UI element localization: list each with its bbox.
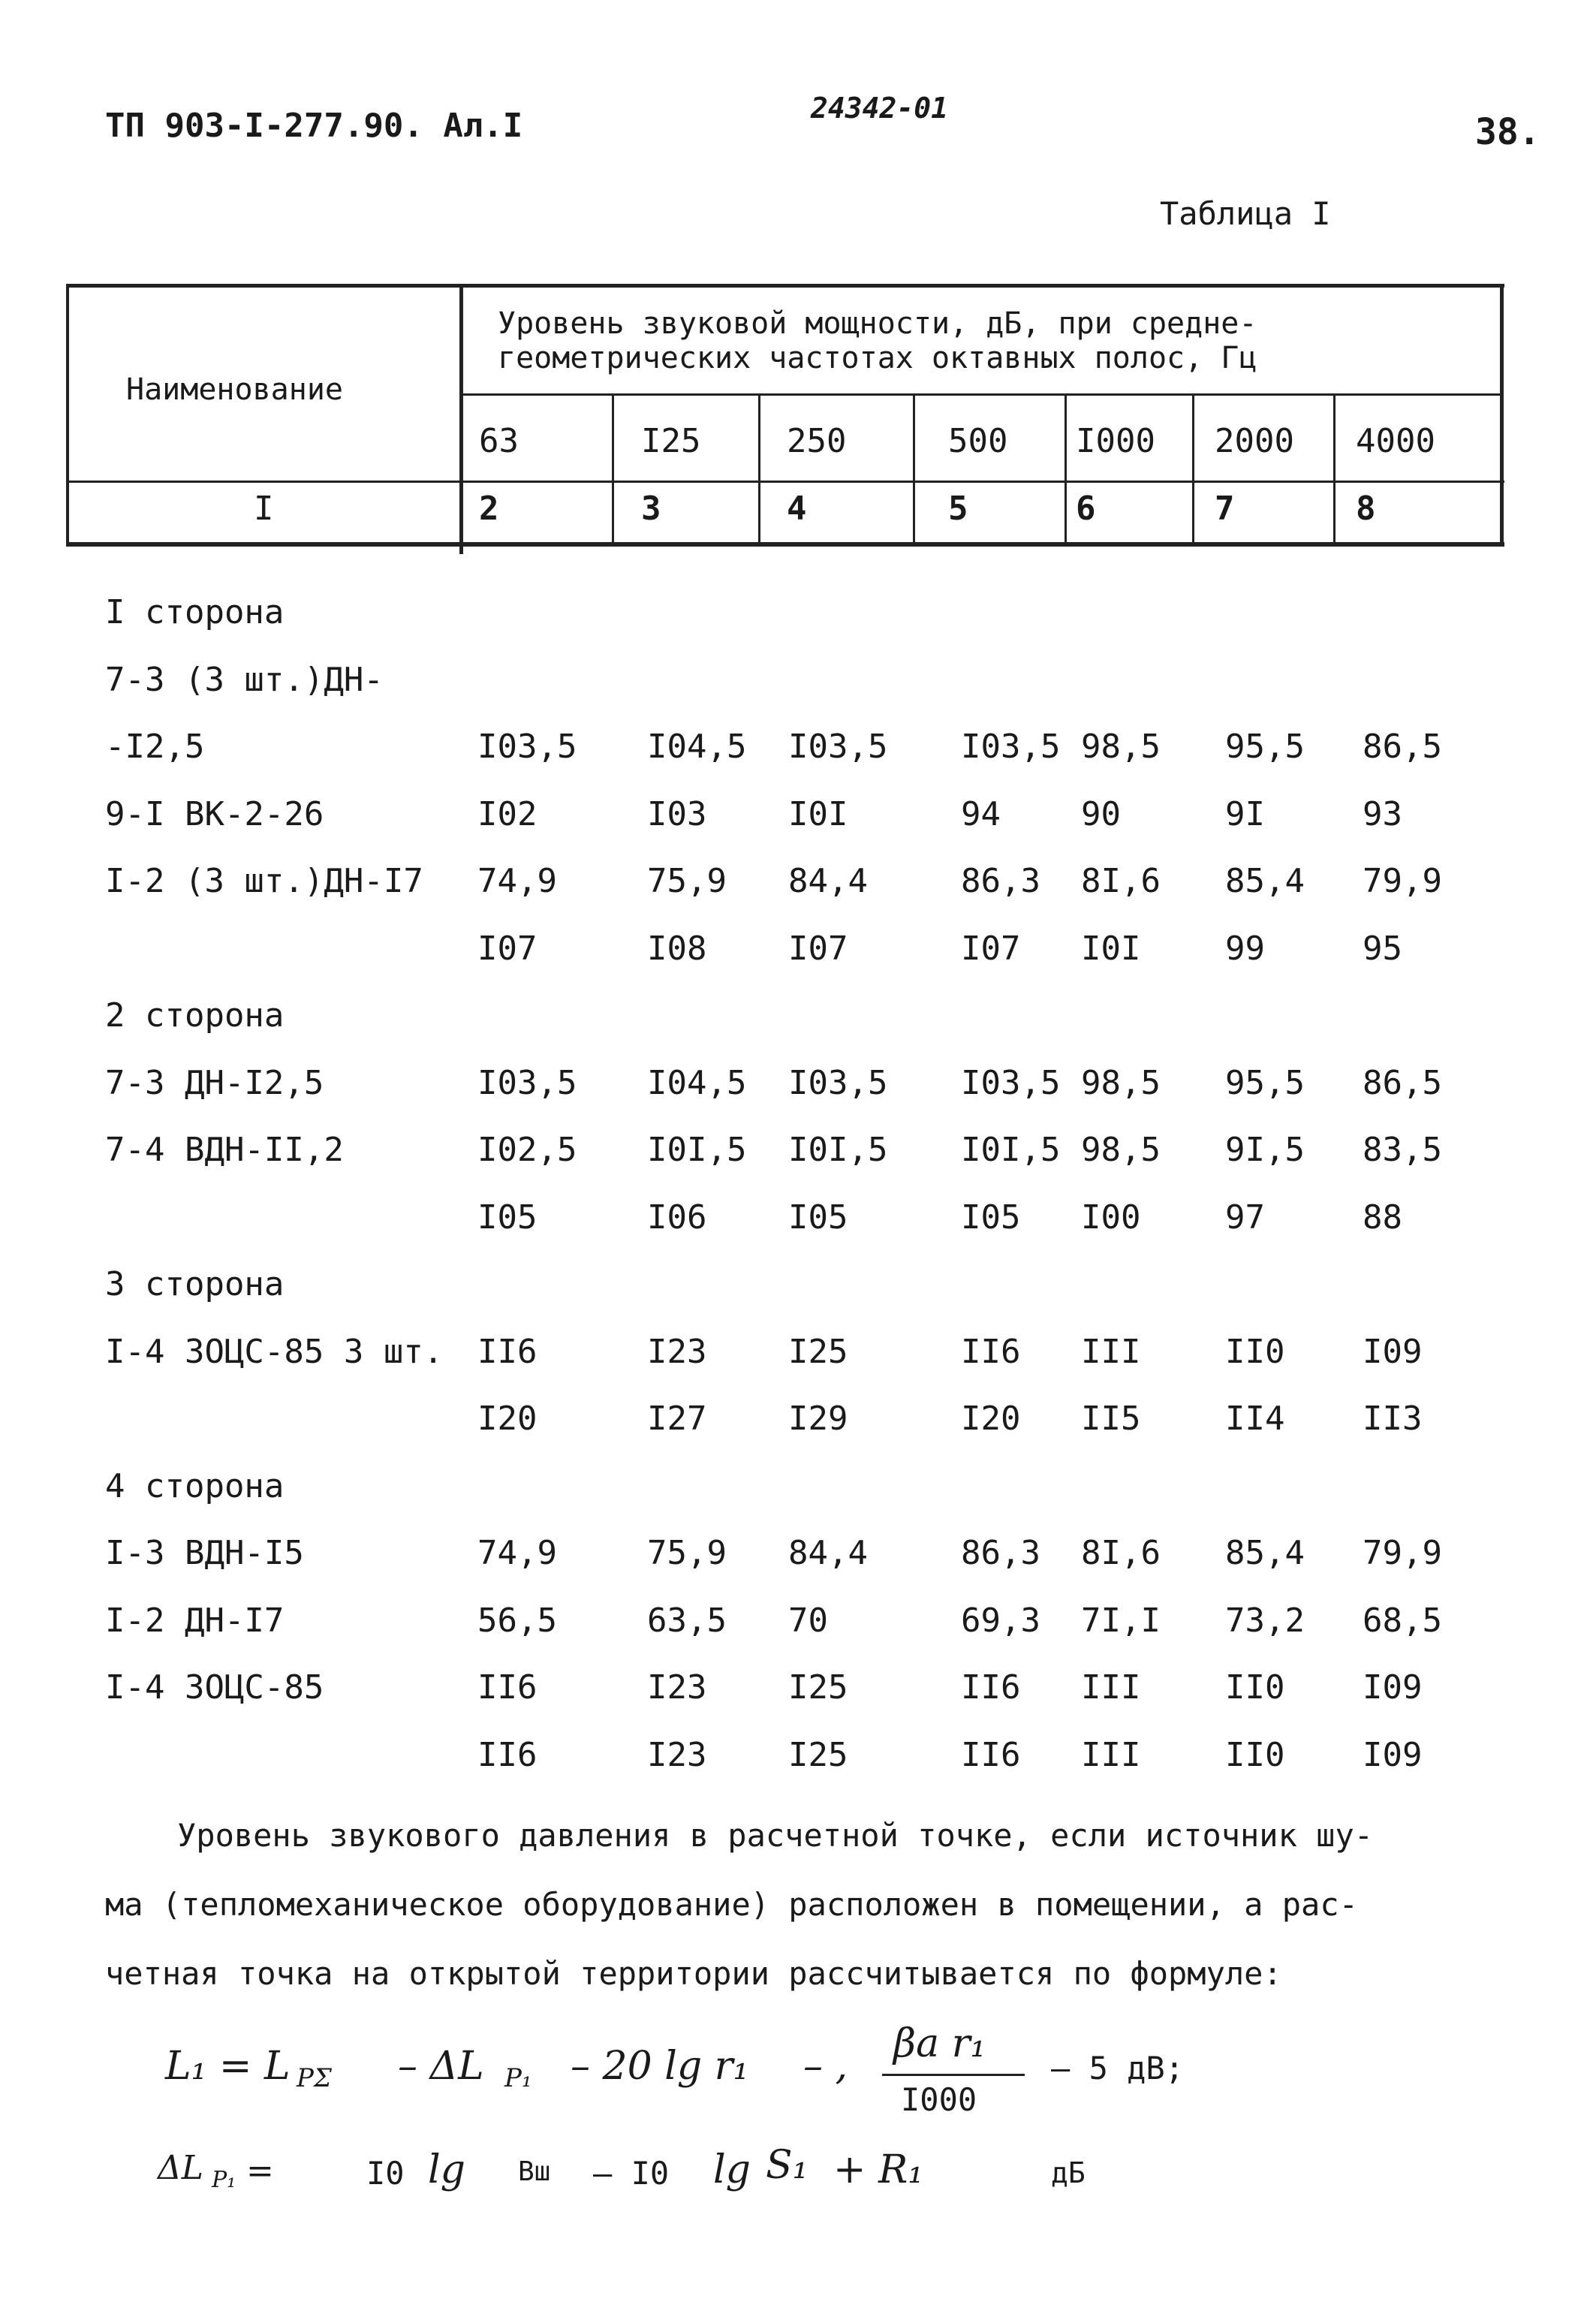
formula2-s1: S₁	[766, 2143, 809, 2188]
row-value-col-2: II6	[477, 1668, 538, 1707]
row-value-col-3: 63,5	[647, 1601, 727, 1640]
row-value-col-6: 8I,6	[1081, 1534, 1161, 1572]
formula1-denominator: I000	[901, 2081, 977, 2118]
row-value-col-8: 83,5	[1363, 1131, 1442, 1169]
row-value-col-7: 95,5	[1225, 728, 1305, 766]
row-value-col-5: 69,3	[961, 1601, 1040, 1640]
formula2-eq: =	[246, 2152, 274, 2190]
row-value-col-3: I06	[647, 1198, 707, 1237]
frequency-63: 63	[479, 422, 519, 460]
row-value-col-7: 85,4	[1225, 1534, 1305, 1572]
formula1-fraction-bar	[882, 2074, 1025, 2076]
row-value-col-5: 86,3	[961, 862, 1040, 900]
row-name: 4 сторона	[105, 1467, 285, 1505]
row-value-col-2: I02,5	[477, 1131, 577, 1169]
frequency-1000: I000	[1076, 422, 1155, 460]
paragraph-line-1: Уровень звукового давления в расчетной точке, если источник шу-	[177, 1817, 1374, 1854]
row-name: I-2 (3 шт.)ДН-I7	[105, 862, 423, 900]
row-value-col-5: I05	[961, 1198, 1021, 1237]
row-value-col-2: I02	[477, 795, 538, 833]
row-value-col-8: 93	[1363, 795, 1402, 833]
row-value-col-7: 73,2	[1225, 1601, 1305, 1640]
row-value-col-5: 94	[961, 795, 1001, 833]
formula2-sub-p1: P₁	[212, 2167, 236, 2193]
row-value-col-6: II5	[1081, 1400, 1141, 1438]
frequency-4000: 4000	[1356, 422, 1435, 460]
row-value-col-2: 74,9	[477, 1534, 557, 1572]
row-value-col-6: III	[1081, 1668, 1141, 1707]
formula1-lhs: L₁ = L	[165, 2044, 291, 2089]
row-value-col-3: I03	[647, 795, 707, 833]
row-value-col-2: I03,5	[477, 1064, 577, 1102]
row-value-col-8: 95	[1363, 930, 1402, 968]
freq-sep-4	[1065, 393, 1067, 544]
row-value-col-5: II6	[961, 1333, 1021, 1371]
row-value-col-4: I25	[788, 1333, 848, 1371]
row-value-col-6: III	[1081, 1736, 1141, 1774]
row-value-col-5: I03,5	[961, 728, 1061, 766]
row-value-col-2: 56,5	[477, 1601, 557, 1640]
column-number-6: 6	[1076, 490, 1096, 528]
row-name: 3 сторона	[105, 1265, 285, 1303]
row-value-col-7: 95,5	[1225, 1064, 1305, 1102]
row-value-col-2: II6	[477, 1333, 538, 1371]
column-number-7: 7	[1215, 490, 1235, 528]
row-value-col-6: I00	[1081, 1198, 1141, 1237]
row-value-col-2: I05	[477, 1198, 538, 1237]
formula1-tail: – 5 дВ;	[1051, 2050, 1185, 2087]
row-value-col-5: I0I,5	[961, 1131, 1061, 1169]
row-value-col-4: I0I	[788, 795, 848, 833]
page-number: 38.	[1475, 111, 1540, 153]
formula2-lhs: ΔL	[158, 2149, 203, 2187]
formula2-bw: Вш	[518, 2156, 551, 2187]
row-name: I-2 ДН-I7	[105, 1601, 285, 1640]
table-caption: Таблица I	[1160, 195, 1331, 232]
row-value-col-3: I0I,5	[647, 1131, 747, 1169]
row-name: 7-3 (3 шт.)ДН-	[105, 661, 384, 699]
row-value-col-6: I0I	[1081, 930, 1141, 968]
formula1-sub-p1: P₁	[504, 2063, 532, 2093]
row-value-col-5: II6	[961, 1736, 1021, 1774]
row-value-col-7: II0	[1225, 1668, 1285, 1707]
row-value-col-2: 74,9	[477, 862, 557, 900]
row-value-col-6: 98,5	[1081, 728, 1161, 766]
row-value-col-8: II3	[1363, 1400, 1423, 1438]
formula1-term2: – ΔL	[398, 2044, 484, 2089]
row-value-col-4: I25	[788, 1668, 848, 1707]
row-value-col-5: II6	[961, 1668, 1021, 1707]
name-column-header: Наименование	[126, 372, 343, 407]
row-value-col-8: 68,5	[1363, 1601, 1442, 1640]
row-value-col-3: I04,5	[647, 1064, 747, 1102]
row-value-col-4: I25	[788, 1736, 848, 1774]
row-value-col-8: 79,9	[1363, 862, 1442, 900]
row-value-col-2: I03,5	[477, 728, 577, 766]
row-value-col-2: I20	[477, 1400, 538, 1438]
frequency-250: 250	[787, 422, 847, 460]
header-right-border	[1500, 284, 1504, 547]
row-value-col-3: I08	[647, 930, 707, 968]
row-name: I-3 ВДН-I5	[105, 1534, 304, 1572]
row-value-col-8: I09	[1363, 1333, 1423, 1371]
column-number-4: 4	[787, 490, 807, 528]
formula1-sub-sigma: PΣ	[297, 2063, 332, 2093]
header-left-border	[66, 284, 69, 547]
column-number-5: 5	[948, 490, 968, 528]
row-value-col-6: III	[1081, 1333, 1141, 1371]
formula1-term4: – ,	[803, 2044, 848, 2089]
frequency-row-underline	[66, 481, 1504, 483]
paragraph-line-3: четная точка на открытой территории рассчитывается по формуле:	[105, 1955, 1282, 1992]
formula2-lg1: lg	[428, 2147, 465, 2192]
row-value-col-4: I03,5	[788, 1064, 888, 1102]
row-value-col-2: II6	[477, 1736, 538, 1774]
row-value-col-6: 98,5	[1081, 1131, 1161, 1169]
row-value-col-4: I29	[788, 1400, 848, 1438]
row-value-col-3: 75,9	[647, 1534, 727, 1572]
row-value-col-4: I0I,5	[788, 1131, 888, 1169]
formula1-term3: – 20 lg r₁	[571, 2044, 749, 2089]
level-header-line1: Уровень звуковой мощности, дБ, при средне-	[498, 306, 1257, 341]
row-value-col-7: 85,4	[1225, 862, 1305, 900]
row-name: I-4 3ОЦС-85 3 шт.	[105, 1333, 444, 1371]
row-value-col-8: I09	[1363, 1736, 1423, 1774]
frequency-500: 500	[948, 422, 1008, 460]
level-header-line2: геометрических частотах октавных полос, Гц	[498, 341, 1257, 375]
row-value-col-3: I23	[647, 1333, 707, 1371]
row-name: 9-I ВК-2-26	[105, 795, 324, 833]
formula-1	[165, 2021, 1366, 2118]
row-value-col-7: II0	[1225, 1736, 1285, 1774]
formula2-t1: I0	[366, 2155, 405, 2192]
row-value-col-6: 90	[1081, 795, 1121, 833]
formula2-minus: – I0	[593, 2155, 670, 2192]
frequency-125: I25	[641, 422, 701, 460]
archive-number: 24342-01	[811, 92, 949, 125]
row-value-col-4: I03,5	[788, 728, 888, 766]
row-value-col-3: I04,5	[647, 728, 747, 766]
row-name: 2 сторона	[105, 996, 285, 1035]
row-name: 7-4 ВДН-II,2	[105, 1131, 344, 1169]
row-value-col-7: 9I,5	[1225, 1131, 1305, 1169]
row-value-col-4: I07	[788, 930, 848, 968]
column-number-1: I	[254, 490, 274, 528]
row-value-col-5: I03,5	[961, 1064, 1061, 1102]
row-value-col-7: 97	[1225, 1198, 1265, 1237]
row-value-col-7: 99	[1225, 930, 1265, 968]
row-name: I сторона	[105, 593, 285, 631]
table-header	[66, 284, 1504, 548]
header-bottom-border	[66, 542, 1504, 547]
row-value-col-6: 98,5	[1081, 1064, 1161, 1102]
row-value-col-7: 9I	[1225, 795, 1265, 833]
row-value-col-3: I23	[647, 1668, 707, 1707]
formula-2	[158, 2132, 1359, 2222]
formula2-unit: дБ	[1051, 2156, 1086, 2189]
freq-sep-1	[612, 393, 614, 544]
level-header-underline	[459, 393, 1503, 396]
row-value-col-3: I23	[647, 1736, 707, 1774]
formula2-plus: + R₁	[833, 2147, 924, 2192]
freq-sep-5	[1192, 393, 1194, 544]
row-value-col-8: 79,9	[1363, 1534, 1442, 1572]
row-value-col-5: I20	[961, 1400, 1021, 1438]
column-number-2: 2	[479, 490, 499, 528]
row-value-col-7: II4	[1225, 1400, 1285, 1438]
column-number-3: 3	[641, 490, 661, 528]
formula1-numerator: βa r₁	[893, 2021, 986, 2066]
paragraph-line-2: ма (тепломеханическое оборудование) расположен в помещении, а рас-	[105, 1886, 1358, 1923]
row-value-col-4: 84,4	[788, 1534, 868, 1572]
freq-sep-2	[758, 393, 760, 544]
row-value-col-8: 88	[1363, 1198, 1402, 1237]
row-value-col-8: 86,5	[1363, 1064, 1442, 1102]
row-name: 7-3 ДН-I2,5	[105, 1064, 324, 1102]
row-value-col-4: 70	[788, 1601, 828, 1640]
formula2-lg2: lg	[713, 2147, 751, 2192]
row-value-col-8: I09	[1363, 1668, 1423, 1707]
row-value-col-4: 84,4	[788, 862, 868, 900]
freq-sep-6	[1333, 393, 1336, 544]
document-code: ТП 903-I-277.90. Ал.I	[105, 107, 523, 145]
row-value-col-3: 75,9	[647, 862, 727, 900]
row-name: -I2,5	[105, 728, 205, 766]
row-value-col-5: 86,3	[961, 1534, 1040, 1572]
row-value-col-6: 8I,6	[1081, 862, 1161, 900]
row-value-col-2: I07	[477, 930, 538, 968]
row-value-col-4: I05	[788, 1198, 848, 1237]
header-top-border	[66, 284, 1504, 288]
row-name: I-4 3ОЦС-85	[105, 1668, 324, 1707]
freq-sep-3	[913, 393, 915, 544]
row-value-col-8: 86,5	[1363, 728, 1442, 766]
row-value-col-3: I27	[647, 1400, 707, 1438]
column-number-8: 8	[1356, 490, 1376, 528]
frequency-2000: 2000	[1215, 422, 1294, 460]
row-value-col-7: II0	[1225, 1333, 1285, 1371]
row-value-col-6: 7I,I	[1081, 1601, 1161, 1640]
name-column-separator	[459, 284, 463, 554]
row-value-col-5: I07	[961, 930, 1021, 968]
